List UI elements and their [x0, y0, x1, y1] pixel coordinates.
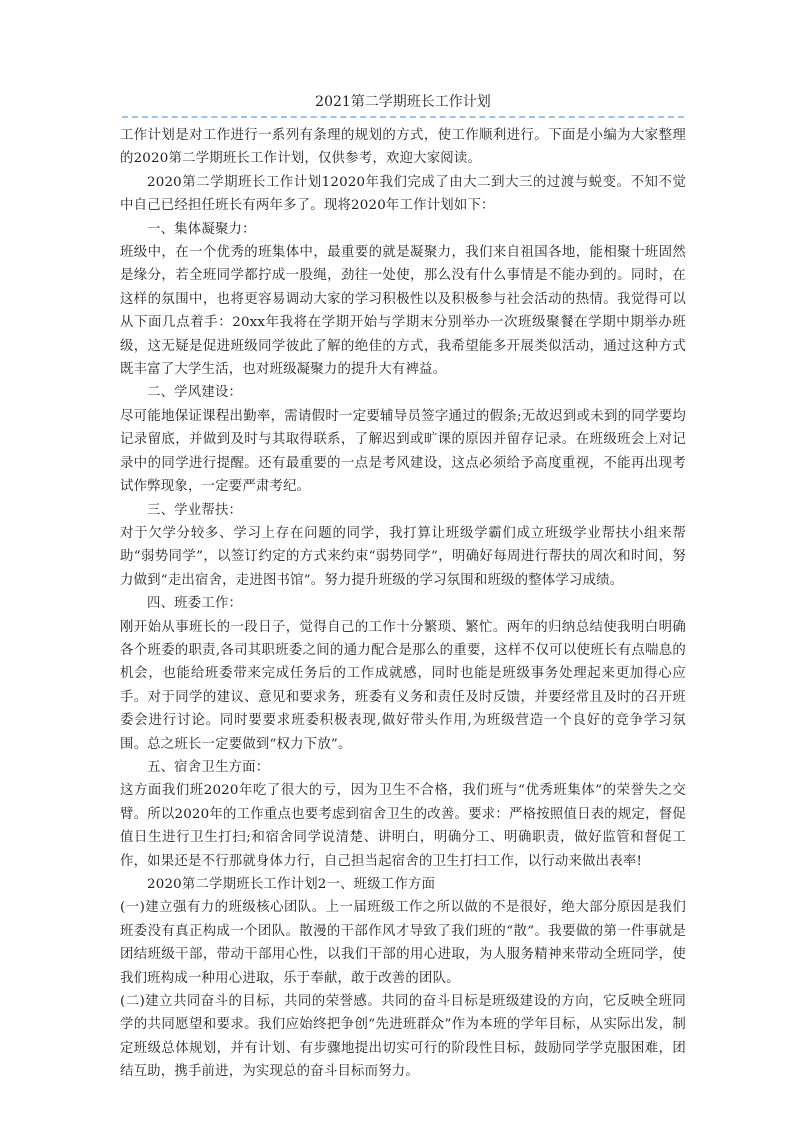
- plan-2-heading: 2020第二学期班长工作计划2一、班级工作方面: [147, 877, 436, 892]
- section-body-cohesion: 班级中，在一个优秀的班集体中，最重要的就是凝聚力，我们来自祖国各地，能相聚十班固然是缘分，若全班同学都拧成一股绳，劲往一处使，那么没有什么事情是不能办到的。同时，在这样的氛围中，也将更容易调动大家的学习积极性以及积极参与社会活动的热情。我觉得可以从下面几点着手：20xx年我将在学期开始与学期末分别举办一次班级聚餐在学期中期举办班级，这无疑是促进班级同学彼此了解的绝佳的方式，我希望能多开展类似活动，通过这种方式既丰富了大学生活，也对班级凝聚力的提升大有裨益。: [120, 245, 686, 378]
- section-body-committee-work: 刚开始从事班长的一段日子，觉得自己的工作十分繁琐、繁忙。两年的归纳总结使我明白明确各个班委的职责,各司其职班委之间的通力配合是那么的重要，这样不仅可以使班长有点喘息的机会，也能给班委带来完成任务后的工作成就感，同时也能是班级事务处理起来更加得心应手。对于同学的建议、意见和要求务，班委有义务和责任及时反馈，并要经常且及时的召开班委会进行讨论。同时要要求班委积极表现,做好带头作用,为班级营造一个良好的竞争学习氛围。总之班长一定要做到“权力下放”。: [120, 619, 686, 752]
- section-heading-committee-work: 四、班委工作：: [147, 596, 243, 612]
- plan-2-core-team-paragraph: (一)建立强有力的班级核心团队。上一届班级工作之所以做的不是很好，绝大部分原因是我们班委没有真正构成一个团队。散漫的干部作风才导致了我们班的“散”。我要做的第一件事就是团结班级干部，带动干部用心性，以我们干部的用心进取，为人服务精神来带动全班同学，使我们班构成一种用心进取，乐于奉献，敢于改善的团队。: [120, 900, 686, 986]
- plan-1-intro-paragraph: 2020第二学期班长工作计划12020年我们完成了由大二到大三的过渡与蜕变。不知不觉中自己已经担任班长有两年多了。现将2020年工作计划如下：: [120, 174, 686, 214]
- intro-paragraph: 工作计划是对工作进行一系列有条理的规划的方式，使工作顺利进行。下面是小编为大家整理的2020第二学期班长工作计划，仅供参考，欢迎大家阅读。: [120, 128, 686, 167]
- section-heading-cohesion: 一、集体凝聚力：: [147, 221, 256, 237]
- section-body-study-style: 尽可能地保证课程出勤率，需请假时一定要辅导员签字通过的假条;无故迟到或未到的同学要均记录留底，并做到及时与其取得联系，了解迟到或旷课的原因并留存记录。在班级班会上对记录中的同学进行提醒。还有最重要的一点是考风建设，这点必须给予高度重视，不能再出现考试作弊现象，一定要严肃考纪。: [120, 408, 686, 495]
- section-heading-dorm-hygiene: 五、宿舍卫生方面：: [147, 759, 270, 775]
- document-title: 2021第二学期班长工作计划: [315, 94, 491, 110]
- plan-2-shared-goal-paragraph: (二)建立共同奋斗的目标，共同的荣誉感。共同的奋斗目标是班级建设的方向，它反映全班同学的共同愿望和要求。我们应始终把争创“先进班群众”作为本班的学年目标，从实际出发，制定班级总体规划，并有计划、有步骤地提出切实可行的阶段性目标，鼓励同学学克服困难，团结互助，携手前进，为实现总的奋斗目标而努力。: [120, 994, 686, 1080]
- section-body-academic-help: 对于欠学分较多、学习上存在问题的同学，我打算让班级学霸们成立班级学业帮扶小组来帮助“弱势同学”，以签订约定的方式来约束“弱势同学”，明确好每周进行帮扶的周次和时间，努力做到“走出宿舍，走进图书馆”。努力提升班级的学习氛围和班级的整体学习成绩。: [120, 525, 686, 588]
- section-body-dorm-hygiene: 这方面我们班2020年吃了很大的亏，因为卫生不合格，我们班与“优秀班集体”的荣誉失之交臂。所以2020年的工作重点也要考虑到宿舍卫生的改善。要求：严格按照值日表的规定，督促值日生进行卫生打扫;和宿舍同学说清楚、讲明白，明确分工、明确职责，做好监管和督促工作，如果还是不行那就身体力行，自己担当起宿舍的卫生打扫工作，以行动来做出表率!: [120, 783, 686, 869]
- section-heading-academic-help: 三、学业帮扶：: [147, 502, 243, 518]
- title-divider: [122, 116, 684, 118]
- section-heading-study-style: 二、学风建设：: [147, 385, 243, 401]
